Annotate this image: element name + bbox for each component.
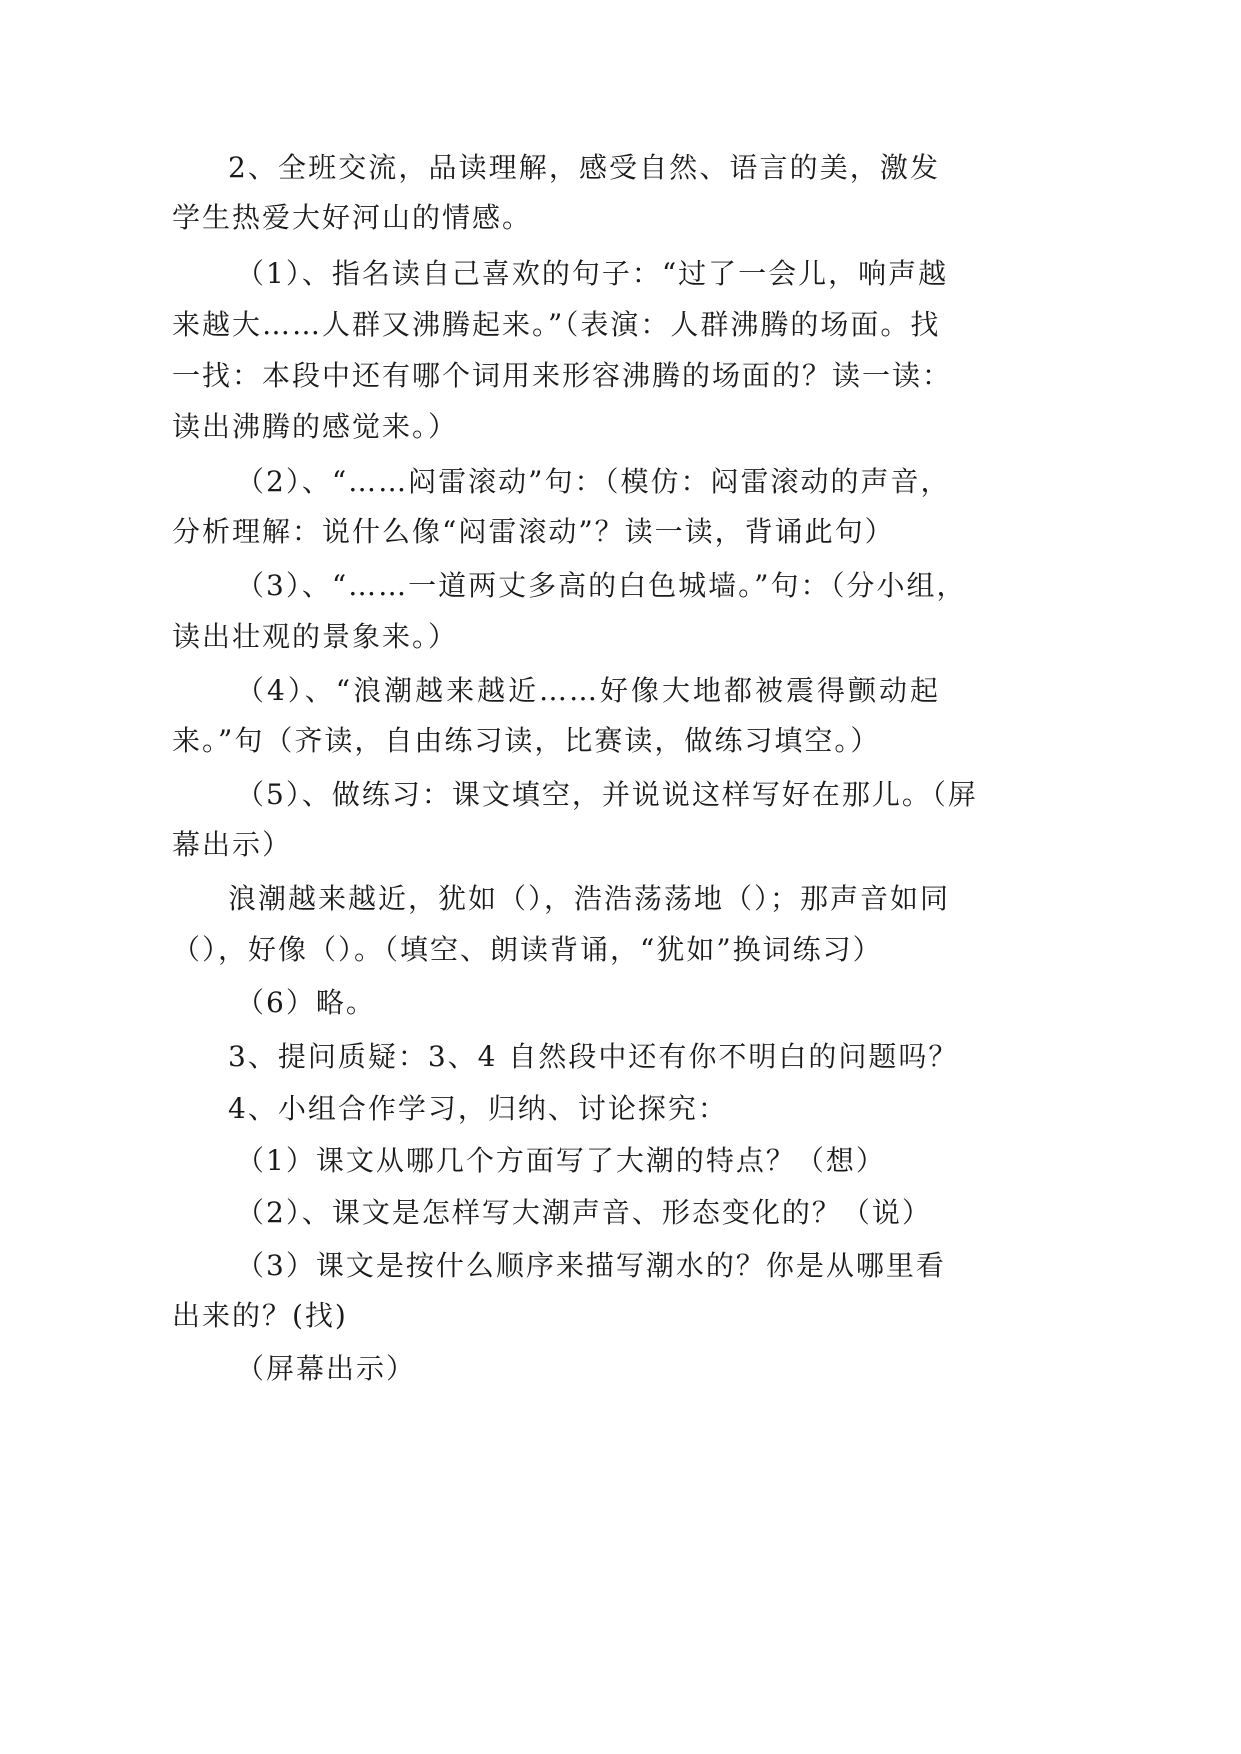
paragraph-line: （屏幕出示） <box>236 1352 417 1385</box>
paragraph-line: （），好像（）。（填空、朗读背诵，“犹如”换词练习） <box>172 933 883 966</box>
paragraph-line: （2）、课文是怎样写大潮声音、形态变化的？（说） <box>236 1196 932 1229</box>
paragraph-line: 来。”句（齐读，自由练习读，比赛读，做练习填空。） <box>172 724 881 757</box>
paragraph-line: 分析理解：说什么像“闷雷滚动”？读一读，背诵此句） <box>172 515 895 548</box>
paragraph-line: （3）课文是按什么顺序来描写潮水的？你是从哪里看 <box>236 1249 946 1282</box>
paragraph-line: （5）、做练习：课文填空，并说说这样写好在那儿。（屏 <box>236 778 978 811</box>
paragraph-line: 出来的？(找) <box>172 1299 348 1332</box>
paragraph-line: 一找：本段中还有哪个词用来形容沸腾的场面的？读一读： <box>172 359 953 392</box>
paragraph-line: （2）、“……闷雷滚动”句：（模仿：闷雷滚动的声音， <box>236 465 951 498</box>
paragraph-line: 读出沸腾的感觉来。） <box>172 410 459 443</box>
paragraph-line: 读出壮观的景象来。） <box>172 620 459 653</box>
paragraph-line: 幕出示） <box>172 828 293 861</box>
paragraph-line: 浪潮越来越近，犹如（），浩浩荡荡地（）；那声音如同 <box>228 882 951 915</box>
paragraph-line: （1）、指名读自己喜欢的句子：“过了一会儿，响声越 <box>236 257 949 290</box>
paragraph-line: （3）、“……一道两丈多高的白色城墙。”句：（分小组， <box>236 569 967 602</box>
paragraph-line: （6）略。 <box>236 986 376 1019</box>
paragraph-line: 2、全班交流，品读理解，感受自然、语言的美，激发 <box>228 151 940 184</box>
paragraph-line: （1）课文从哪几个方面写了大潮的特点？（想） <box>236 1144 886 1177</box>
paragraph-line: （4）、“浪潮越来越近……好像大地都被震得颤动起 <box>236 674 940 707</box>
paragraph-line: 学生热爱大好河山的情感。 <box>172 201 533 234</box>
paragraph-line: 4、小组合作学习，归纳、讨论探究： <box>228 1092 728 1125</box>
paragraph-line: 来越大……人群又沸腾起来。”（表演：人群沸腾的场面。找 <box>172 308 941 341</box>
paragraph-line: 3、提问质疑：3、4 自然段中还有你不明白的问题吗？ <box>228 1040 959 1073</box>
